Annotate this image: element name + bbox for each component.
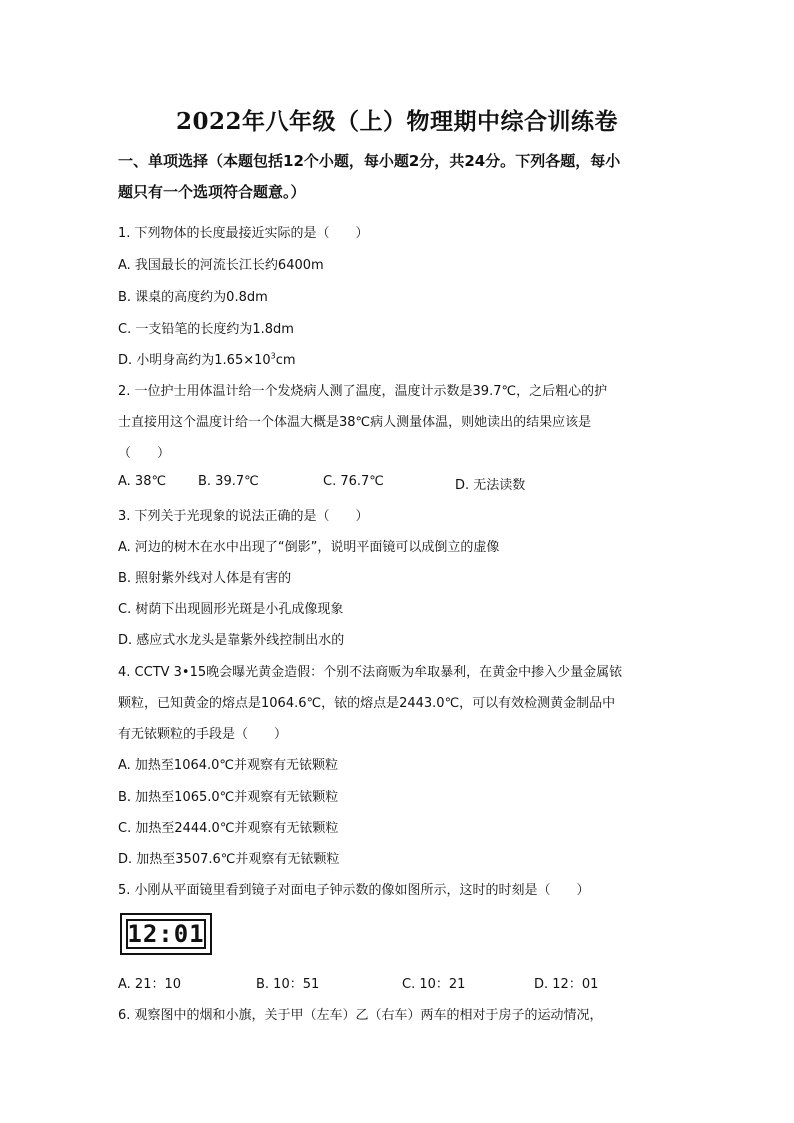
question-3-option-c: C. 树荫下出现圆形光斑是小孔成像现象 bbox=[118, 602, 344, 617]
question-3-stem: 3. 下列关于光现象的说法正确的是（ ） bbox=[118, 509, 369, 524]
question-1-option-a: A. 我国最长的河流长江长约6400m bbox=[118, 258, 324, 273]
question-2-option-c: C. 76.7℃ bbox=[323, 474, 384, 489]
question-3-option-a: A. 河边的树木在水中出现了“倒影”，说明平面镜可以成倒立的虚像 bbox=[118, 540, 500, 555]
question-4-option-c: C. 加热至2444.0℃并观察有无铱颗粒 bbox=[118, 821, 339, 836]
question-3-option-b: B. 照射紫外线对人体是有害的 bbox=[118, 571, 292, 586]
question-1-option-d-prefix: D. 小明身高约为1.65×10 bbox=[118, 353, 271, 368]
question-1-option-d-unit: cm bbox=[275, 353, 296, 368]
question-2-stem-line-2: 士直接用这个温度计给一个体温大概是38℃病人测量体温，则她读出的结果应该是 bbox=[118, 415, 592, 430]
question-5-option-a: A. 21：10 bbox=[118, 977, 182, 992]
question-4-stem-line-2: 颗粒，已知黄金的熔点是1064.6℃，铱的熔点是2443.0℃，可以有效检测黄金制品中 bbox=[118, 696, 616, 711]
section-heading-line-1: 一、单项选择（本题包括12个小题，每小题2分，共24分。下列各题，每小 bbox=[118, 152, 621, 170]
question-2-option-d: D. 无法读数 bbox=[455, 478, 526, 493]
question-5-option-c: C. 10：21 bbox=[402, 977, 466, 992]
question-2-stem-line-1: 2. 一位护士用体温计给一个发烧病人测了温度，温度计示数是39.7℃，之后粗心的护 bbox=[118, 384, 608, 399]
question-1-option-c: C. 一支铅笔的长度约为1.8dm bbox=[118, 322, 294, 337]
question-1-option-d bbox=[118, 349, 296, 368]
section-heading-line-2: 题只有一个选项符合题意。） bbox=[118, 183, 306, 201]
question-5-option-d: D. 12：01 bbox=[534, 977, 599, 992]
question-3-option-d: D. 感应式水龙头是靠紫外线控制出水的 bbox=[118, 633, 345, 648]
page-title: 2022年八年级（上）物理期中综合训练卷 bbox=[175, 108, 618, 135]
question-4-option-d: D. 加热至3507.6℃并观察有无铱颗粒 bbox=[118, 852, 340, 867]
question-1-stem: 1. 下列物体的长度最接近实际的是（ ） bbox=[118, 226, 369, 241]
section-heading-1 bbox=[118, 146, 678, 208]
question-5-stem: 5. 小刚从平面镜里看到镜子对面电子钟示数的像如图所示，这时的时刻是（ ） bbox=[118, 883, 590, 898]
question-6-stem: 6. 观察图中的烟和小旗，关于甲（左车）乙（右车）两车的相对于房子的运动情况， bbox=[118, 1008, 603, 1023]
question-1-option-d-exponent: 3 bbox=[270, 351, 276, 361]
question-4-option-b: B. 加热至1065.0℃并观察有无铱颗粒 bbox=[118, 790, 339, 805]
question-2-option-a: A. 38℃ bbox=[118, 474, 167, 489]
question-5-option-b: B. 10：51 bbox=[256, 977, 320, 992]
mirrored-clock-figure bbox=[120, 913, 212, 955]
question-1-option-b: B. 课桌的高度约为0.8dm bbox=[118, 290, 268, 305]
question-2-stem-line-3: （ ） bbox=[118, 446, 171, 461]
clock-display: 12:01 bbox=[127, 920, 205, 948]
question-4-stem-line-3: 有无铱颗粒的手段是（ ） bbox=[118, 727, 288, 742]
question-4-option-a: A. 加热至1064.0℃并观察有无铱颗粒 bbox=[118, 758, 339, 773]
question-2-option-b: B. 39.7℃ bbox=[198, 474, 259, 489]
question-4-stem-line-1: 4. CCTV 3•15晚会曝光黄金造假：个别不法商贩为牟取暴利，在黄金中掺入少量金属铱 bbox=[118, 665, 623, 680]
